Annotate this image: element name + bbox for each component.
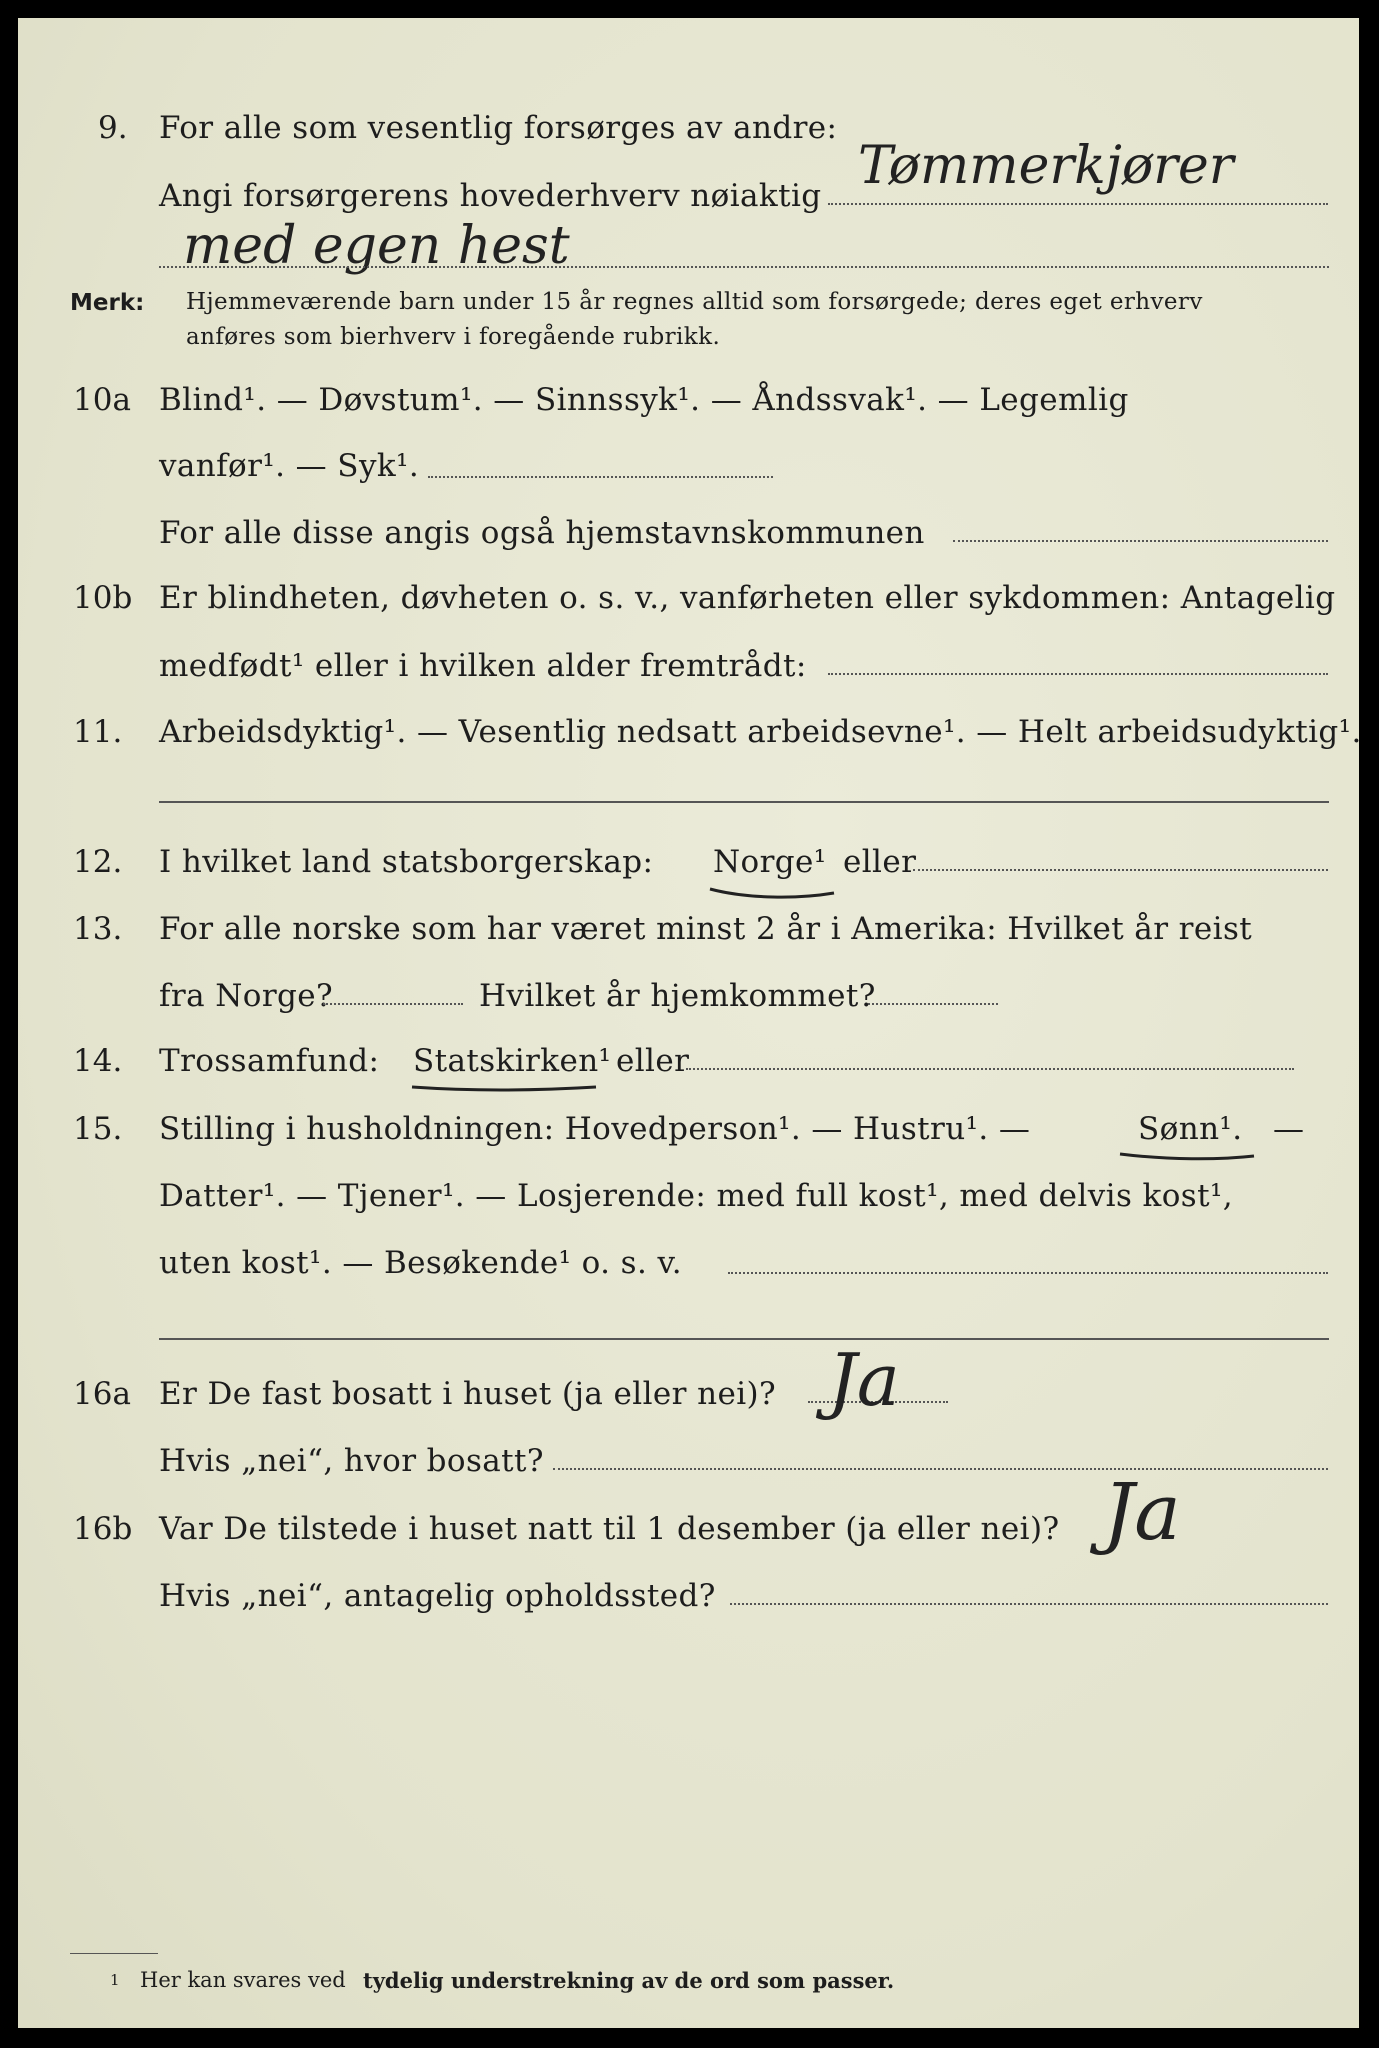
q12-answer-line xyxy=(913,869,1328,871)
q16b-line2: Hvis „nei“, antagelig opholdssted? xyxy=(159,1578,716,1614)
q15-line3: uten kost¹. — Besøkende¹ o. s. v. xyxy=(159,1245,682,1281)
footnote-mark: 1 xyxy=(110,1971,120,1989)
q11-line1: Arbeidsdyktig¹. — Vesentlig nedsatt arbeidsevne¹. — Helt arbeidsudyktig¹. xyxy=(159,714,1362,750)
q13-line1: For alle norske som har været minst 2 år i Amerika: Hvilket år reist xyxy=(159,911,1253,947)
q9-answer-line xyxy=(828,203,1328,205)
merk-line2: anføres som bierhverv i foregående rubrikk. xyxy=(186,324,721,350)
q16a-handwritten-answer: Ja xyxy=(828,1338,900,1422)
footnote-text-a: Her kan svares ved xyxy=(140,1968,346,1992)
q16b-opholdssted-line xyxy=(730,1603,1328,1605)
q13-line2b: Hvilket år hjemkommet? xyxy=(479,978,876,1014)
q15-line1a: Stilling i husholdningen: Hovedperson¹. — Hustru¹. — xyxy=(159,1111,1031,1147)
q15-line2: Datter¹. — Tjener¹. — Losjerende: med full kost¹, med delvis kost¹, xyxy=(159,1178,1234,1214)
q16b-line1: Var De tilstede i huset natt til 1 desember (ja eller nei)? xyxy=(159,1511,1060,1547)
merk-label: Merk: xyxy=(70,290,145,316)
q14-number: 14. xyxy=(73,1043,123,1079)
q12-text-b: eller xyxy=(843,844,917,880)
q15-answer-line xyxy=(728,1272,1328,1274)
q13-reist-line xyxy=(323,1003,463,1005)
q14-answer-line xyxy=(686,1068,1294,1070)
q15-answer-line-2 xyxy=(159,1338,1329,1340)
q14-underlined-statskirken: Statskirken¹ xyxy=(413,1043,612,1079)
q9-number: 9. xyxy=(98,110,128,146)
q13-hjemkommet-line xyxy=(868,1003,998,1005)
q16a-line2: Hvis „nei“, hvor bosatt? xyxy=(159,1443,544,1479)
q11-number: 11. xyxy=(73,714,123,750)
q12-handwritten-underline xyxy=(708,883,838,903)
q10b-line2: medfødt¹ eller i hvilken alder fremtrådt: xyxy=(159,648,807,684)
q10a-line1: Blind¹. — Døvstum¹. — Sinnssyk¹. — Åndssvak¹. — Legemlig xyxy=(159,382,1129,418)
q16b-number: 16b xyxy=(73,1511,133,1547)
q16b-handwritten-answer: Ja xyxy=(1103,1468,1181,1558)
q9-handwritten-occupation: Tømmerkjører xyxy=(858,136,1234,196)
q13-line2a: fra Norge? xyxy=(159,978,334,1014)
q9-line1: For alle som vesentlig forsørges av andre: xyxy=(159,110,838,146)
q13-number: 13. xyxy=(73,911,123,947)
q9-answer-line-2 xyxy=(159,266,1329,268)
q10a-line3: For alle disse angis også hjemstavnskommunen xyxy=(159,515,925,551)
q14-handwritten-underline xyxy=(410,1081,600,1097)
q15-line1b: — xyxy=(1273,1111,1305,1147)
q9-handwritten-occupation-cont: med egen hest xyxy=(183,216,570,276)
q15-number: 15. xyxy=(73,1111,123,1147)
q10a-hjemstavn-line xyxy=(953,540,1328,542)
q10b-line1: Er blindheten, døvheten o. s. v., vanførheten eller sykdommen: Antagelig xyxy=(159,580,1336,616)
q12-underlined-norge: Norge¹ xyxy=(713,844,827,880)
footnote-text-b: tydelig understrekning av de ord som passer. xyxy=(363,1968,895,1993)
q15-handwritten-underline xyxy=(1118,1150,1258,1166)
q10a-syk-line xyxy=(428,476,773,478)
q16a-line1: Er De fast bosatt i huset (ja eller nei)? xyxy=(159,1376,777,1412)
q10b-number: 10b xyxy=(73,580,133,616)
q12-text-a: I hvilket land statsborgerskap: xyxy=(159,844,654,880)
census-form-sheet xyxy=(18,18,1362,2028)
q16a-bosatt-line xyxy=(553,1468,1328,1470)
q16a-number: 16a xyxy=(73,1376,131,1412)
merk-line1: Hjemmeværende barn under 15 år regnes alltid som forsørgede; deres eget erhverv xyxy=(186,289,1203,315)
q15-underlined-sonn: Sønn¹. xyxy=(1138,1111,1243,1147)
q12-number: 12. xyxy=(73,844,123,880)
q10a-number: 10a xyxy=(73,382,131,418)
q11-answer-line xyxy=(159,801,1329,803)
q10a-line2: vanfør¹. — Syk¹. xyxy=(159,448,420,484)
q14-text-b: eller xyxy=(616,1043,690,1079)
q14-text-a: Trossamfund: xyxy=(159,1043,380,1079)
q9-line2: Angi forsørgerens hovederhverv nøiaktig xyxy=(159,178,822,214)
footnote-rule xyxy=(70,1953,158,1954)
q10b-answer-line xyxy=(828,673,1328,675)
